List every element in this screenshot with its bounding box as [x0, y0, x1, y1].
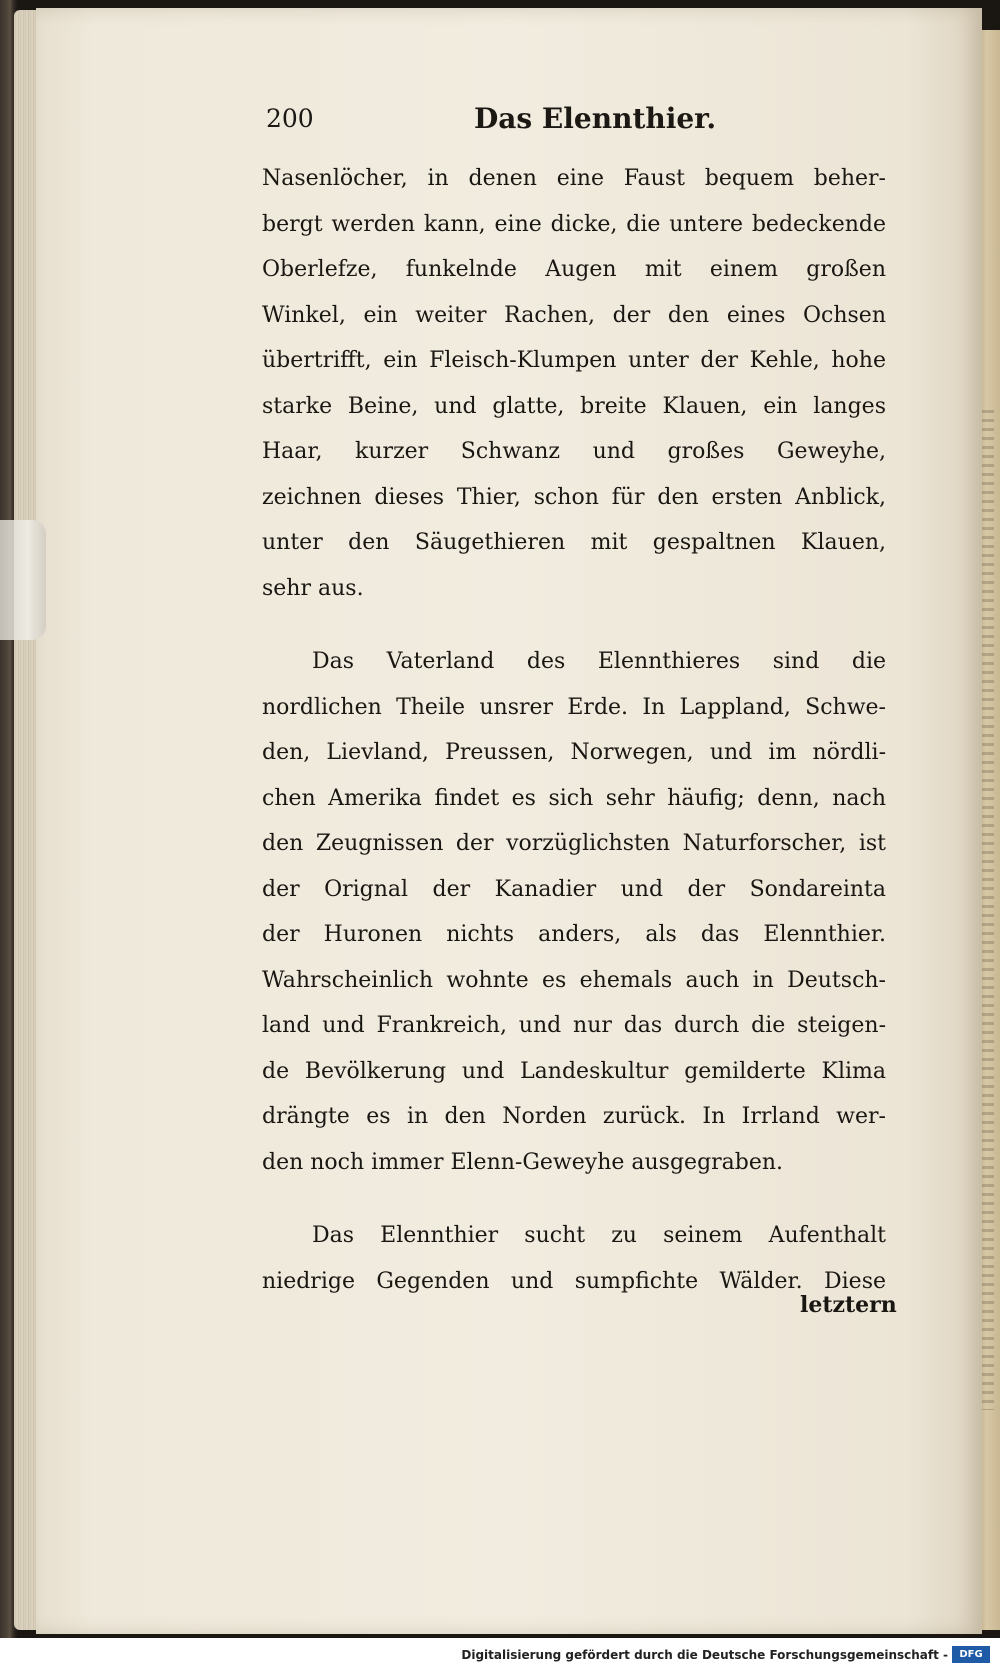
text-line: drängte es in den Norden zurück. In Irrland wer- [262, 1104, 886, 1129]
paragraph-2 [262, 639, 886, 1185]
text-line: chen Amerika findet es sich sehr häufig; denn, nach [262, 785, 886, 811]
text-line: Oberlefze, funkelnde Augen mit einem großen [262, 257, 886, 282]
text-line: der Orignal der Kanadier und der Sondareinta [262, 876, 886, 902]
text-line: Winkel, ein weiter Rachen, der den eines Ochsen [262, 302, 886, 328]
text-line: Das Elennthier sucht zu seinem Aufenthalt [312, 1223, 886, 1248]
text-line: nordlichen Theile unsrer Erde. In Lappland, Schwe- [262, 694, 886, 720]
text-line: den, Lievland, Preussen, Norwegen, und im nördli- [262, 740, 886, 765]
text-line: bergt werden kann, eine dicke, die untere bedeckende [262, 211, 886, 237]
text-line: übertrifft, ein Fleisch-Klumpen unter der Kehle, hohe [262, 348, 886, 373]
running-head: Das Elennthier. [474, 102, 717, 135]
text-line: den noch immer Elenn-Geweyhe ausgegraben. [262, 1149, 784, 1175]
text-line: Haar, kurzer Schwanz und großes Geweyhe, [262, 439, 886, 464]
text-line: niedrige Gegenden und sumpfichte Wälder. Diese [262, 1268, 886, 1294]
text-line: de Bevölkerung und Landeskultur gemilderte Klima [262, 1058, 886, 1084]
text-line: unter den Säugethieren mit gespaltnen Klauen, [262, 530, 886, 555]
paragraph-3 [262, 1213, 886, 1304]
page-number: 200 [266, 104, 314, 133]
page-clip [0, 520, 46, 640]
text-line: Das Vaterland des Elennthieres sind die [312, 649, 886, 674]
dfg-logo: DFG [952, 1646, 990, 1663]
text-line: Wahrscheinlich wohnte es ehemals auch in Deutsch- [262, 967, 886, 993]
text-line: land und Frankreich, und nur das durch die steigen- [262, 1013, 886, 1038]
catchword: letztern [800, 1292, 897, 1318]
digitization-credit: Digitalisierung gefördert durch die Deutsche Forschungsgemeinschaft - [461, 1648, 948, 1662]
text-line: sehr aus. [262, 575, 364, 601]
text-line: starke Beine, und glatte, breite Klauen, ein langes [262, 393, 886, 419]
page-header [266, 104, 966, 144]
paragraph-1 [262, 156, 886, 611]
text-line: Nasenlöcher, in denen eine Faust bequem beher- [262, 166, 886, 191]
text-block [262, 156, 886, 1304]
text-line: den Zeugnissen der vorzüglichsten Naturforscher, ist [262, 831, 886, 856]
text-line: der Huronen nichts anders, als das Elennthier. [262, 922, 886, 947]
footer-bar [0, 1638, 1000, 1671]
text-line: zeichnen dieses Thier, schon für den ersten Anblick, [262, 484, 886, 510]
